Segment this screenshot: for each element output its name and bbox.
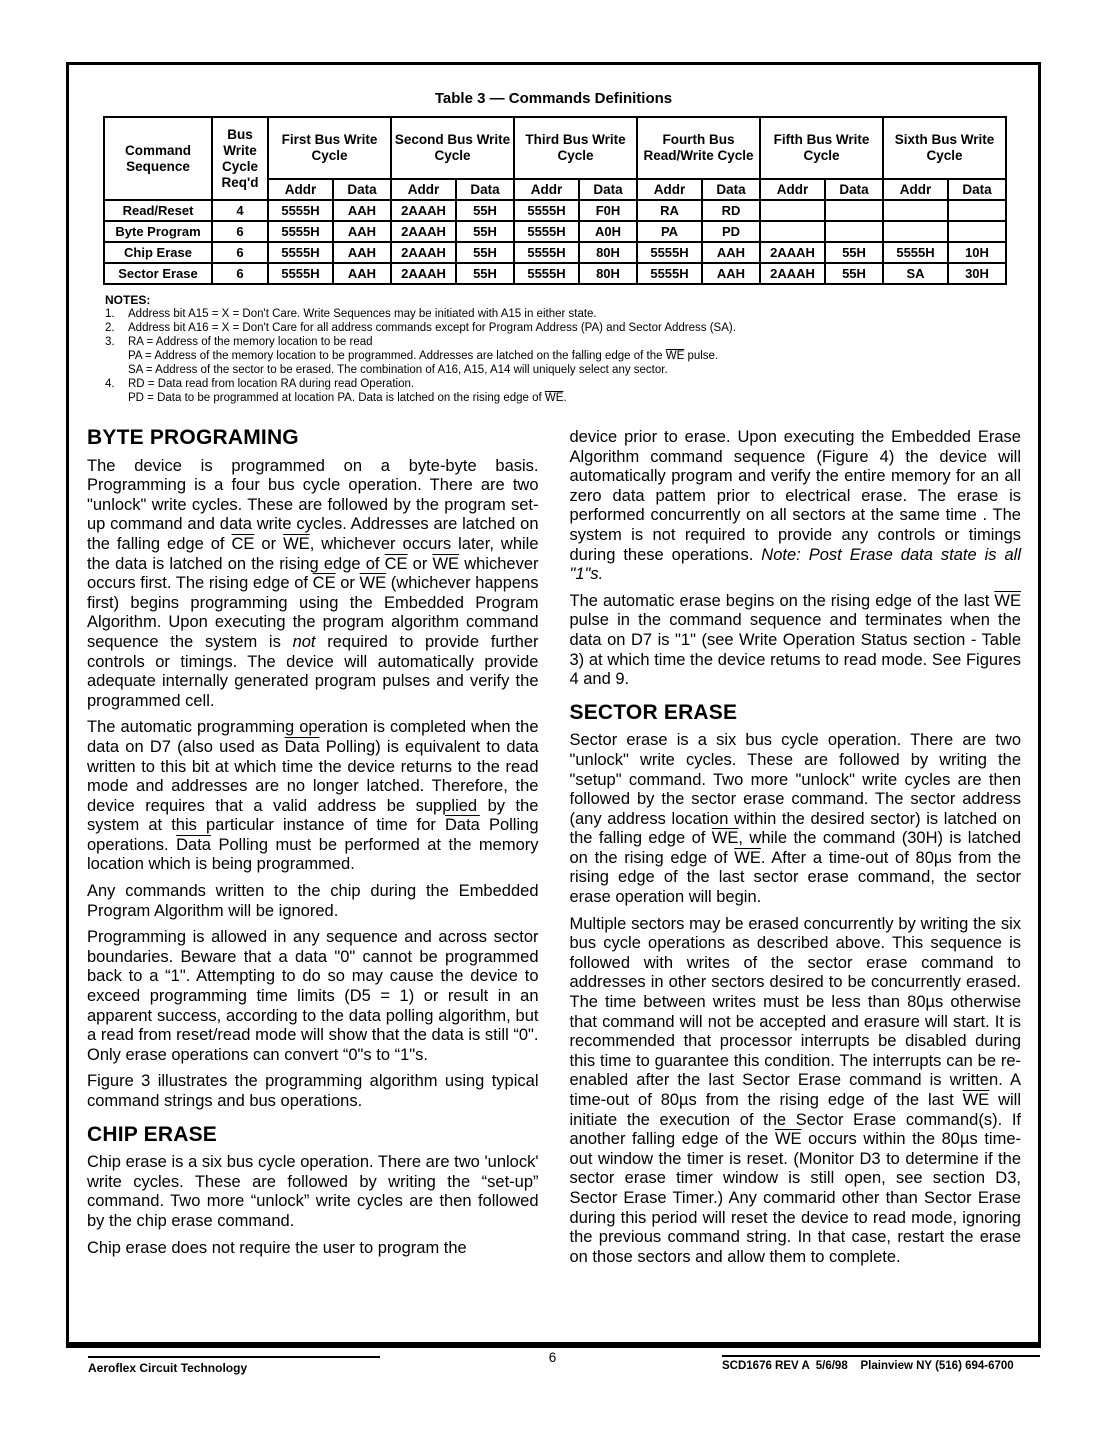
command-name-cell: Byte Program <box>104 221 212 242</box>
note-number <box>105 391 128 405</box>
table-cell: 80H <box>579 263 637 284</box>
table-cell: 5555H <box>268 263 333 284</box>
table-cell: RA <box>637 200 702 221</box>
notes <box>105 293 935 405</box>
table-body <box>104 200 1006 284</box>
table-cell: AAH <box>333 221 391 242</box>
note-text: PD = Data to be programmed at location PA. Data is latched on the rising edge of $\overline{WE}$. <box>128 392 567 404</box>
table-cell <box>883 200 948 221</box>
column-subheader: Data <box>456 179 514 200</box>
table-cell: AAH <box>333 200 391 221</box>
note-line <box>105 349 935 363</box>
table-cell: AAH <box>702 242 760 263</box>
table-cell <box>948 200 1006 221</box>
table-cell: 55H <box>456 200 514 221</box>
note-number <box>105 349 128 363</box>
table-cell: AAH <box>333 242 391 263</box>
table-cell: 5555H <box>637 263 702 284</box>
paragraph: device prior to erase. Upon executing the Embedded Erase Algorithm command sequence (Figure 4) the device will automatically program and verify the entire memory for an all zero data pattem prior to electrical erase. The erase is performed concurrently on all sectors at the same time . The system is not required to provide any controls or timings during these operations. Note: Post Erase data state is all "1"s. <box>569 428 1022 584</box>
note-text: RA = Address of the memory location to be read <box>128 336 373 348</box>
table-cell: 2AAAH <box>391 221 456 242</box>
column-subheader: Addr <box>883 179 948 200</box>
table-cell: RD <box>702 200 760 221</box>
note-number: 3. <box>105 336 115 348</box>
paragraph: The automatic programming operation is completed when the data on D7 (also used as Data Polling) is equivalent to data written to this bit at which time the device returns to the read mode and addresses are no longer latched. Therefore, the device requires that a valid address be supplied by the system at this particular instance of time for Data Polling operations. Data Polling must be performed at the memory location which is being programmed. <box>87 718 539 874</box>
note-number: 4. <box>105 378 115 390</box>
table-cell: PA <box>637 221 702 242</box>
cycles-required-cell: 6 <box>212 221 268 242</box>
table-head <box>104 117 1006 200</box>
overline-signal-name: $\overline{WE}$ <box>994 591 1021 610</box>
column-group-header: Fifth Bus Write Cycle <box>760 117 883 179</box>
paragraph: The automatic erase begins on the rising edge of the last $\overline{WE}$ pulse in the command sequence and terminates when the data on D7 is "1" (see Write Operation Status section - Table 3) at which time the device retums to read mode. See Figures 4 and 9. <box>569 591 1021 689</box>
note-line <box>105 321 935 335</box>
table-cell: A0H <box>579 221 637 242</box>
table-cell: 80H <box>579 242 637 263</box>
table-row <box>104 263 1006 284</box>
overline-signal-name: $\overline{WE}$ <box>432 554 460 573</box>
inline-text-run: Note: Post Erase data state is all "1"s. <box>569 545 1022 584</box>
note-number: 1. <box>105 308 115 320</box>
overline-signal-name: $\overline{CE}$ <box>384 554 408 573</box>
footer-docinfo: SCD1676 REV A 5/6/98 Plainview NY (516) 694-6700 <box>722 1355 1040 1372</box>
overline-signal-name: $\overline{WE}$ <box>283 534 310 553</box>
document-page-frame <box>66 62 1041 1348</box>
overline-signal-name: $\overline{WE}$ <box>711 829 739 848</box>
table-cell: 5555H <box>514 200 579 221</box>
table-cell: 2AAAH <box>391 200 456 221</box>
section-heading: CHIP ERASE <box>87 1122 217 1146</box>
column-subheader: Addr <box>268 179 333 200</box>
table-cell: AAH <box>333 263 391 284</box>
table-row <box>104 242 1006 263</box>
table-cell: AAH <box>702 263 760 284</box>
paragraph: Any commands written to the chip during the Embedded Program Algorithm will be ignored. <box>87 882 539 920</box>
command-name-cell: Sector Erase <box>104 263 212 284</box>
table-cell: 55H <box>456 242 514 263</box>
table-cell: 2AAAH <box>391 242 456 263</box>
note-line <box>105 363 935 377</box>
column-subheader: Data <box>702 179 760 200</box>
cycles-required-cell: 6 <box>212 242 268 263</box>
paragraph: The device is programmed on a byte-byte basis. Programming is a four bus cycle operation. There are two "unlock" write cycles. These are followed by the program set-up command and data write cycles. Addresses are latched on the falling edge of $\overline{CE}$ or $\overline{WE}$, whichever occurs later, while the data is latched on the rising edge of $\overline{CE}$ or $\overline{WE}$ whichever occurs first. The rising edge of $\overline{CE}$ or $\overline{WE}$ (whichever happens first) begins programming using the Embedded Program Algorithm. Upon executing the program algorithm command sequence the system is not required to provide further controls or timings. The device will automatically provide adequate internally generated program pulses and verify the programmed cell. <box>87 456 539 710</box>
table-cell: 5555H <box>514 263 579 284</box>
table-row <box>104 200 1006 221</box>
section-heading: BYTE PROGRAMING <box>87 426 299 449</box>
footer-company: Aeroflex Circuit Technology <box>88 1356 380 1375</box>
column-subheader: Data <box>579 179 637 200</box>
paragraph: Chip erase does not require the user to program the <box>87 1238 467 1257</box>
table-cell: 2AAAH <box>760 263 825 284</box>
table-cell: 30H <box>948 263 1006 284</box>
notes-list <box>105 307 935 405</box>
note-line <box>105 377 935 391</box>
paragraph: Programming is allowed in any sequence and across sector boundaries. Beware that a data "0" cannot be programmed back to a “1". Attempting to do so may cause the device to exceed programming time limits (D5 = 1) or result in an apparent success, according to the data polling algorithm, but a read from reset/read mode will show that the data is still “0". Only erase operations can convert “0"s to “1"s. <box>87 928 539 1064</box>
paragraph: Figure 3 illustrates the programming algorithm using typical command strings and bus operations. <box>87 1072 539 1110</box>
column-subheader: Addr <box>514 179 579 200</box>
table-cell: 55H <box>825 242 883 263</box>
table-cell <box>825 221 883 242</box>
table-cell: 5555H <box>514 242 579 263</box>
note-text: SA = Address of the sector to be erased. The combination of A16, A15, A14 will uniquely select any sector. <box>128 364 668 376</box>
note-number: 2. <box>105 322 115 334</box>
overline-signal-name: Data <box>176 835 211 854</box>
table-cell: 5555H <box>637 242 702 263</box>
table-cell: 5555H <box>883 242 948 263</box>
table-cell: 5555H <box>268 221 333 242</box>
table-cell <box>825 200 883 221</box>
table-cell: 55H <box>456 221 514 242</box>
table-cell: 2AAAH <box>760 242 825 263</box>
overline-signal-name: $\overline{CE}$ <box>312 574 336 593</box>
command-name-cell: Read/Reset <box>104 200 212 221</box>
table-cell: SA <box>883 263 948 284</box>
note-text: PA = Address of the memory location to be programmed. Addresses are latched on the falling edge of the $\overline{WE}$ pulse. <box>128 350 719 362</box>
note-line <box>105 391 935 405</box>
paragraph: Multiple sectors may be erased concurrently by writing the six bus cycle operations as described above. This sequence is followed with writes of the sector erase command to addresses in other sectors desired to be concurrently erased. The time between writes must be less than 80µs otherwise that command will not be accepted and erasure will start. It is recommended that processor interrupts be disabled during this time to guarantee this condition. The interrupts can be re-enabled after the last Sector Erase command is written. A time-out of 80µs from the rising edge of the last $\overline{WE}$ will initiate the execution of the Sector Erase command(s). If another falling edge of the $\overline{WE}$ occurs within the 80µs time-out window the timer is reset. (Monitor D3 to determine if the sector erase timer window is still open, see section D3, Sector Erase Timer.) Any commarid other than Sector Erase during this period will reset the device to read mode, ignoring the previous command string. In that case, restart the erase on those sectors and allow them to complete. <box>569 914 1022 1266</box>
column-subheader: Addr <box>391 179 456 200</box>
section-heading: SECTOR ERASE <box>569 700 738 724</box>
column-header-bus-write-cycles: Bus Write Cycle Req'd <box>212 117 268 200</box>
table-cell: 5555H <box>268 200 333 221</box>
column-subheader: Data <box>825 179 883 200</box>
table-cell <box>883 221 948 242</box>
overline-signal-name: $\overline{WE}$ <box>359 574 387 593</box>
table-cell: 10H <box>948 242 1006 263</box>
column-subheader: Data <box>948 179 1006 200</box>
table-cell: PD <box>702 221 760 242</box>
article-columns <box>87 428 1021 1274</box>
overline-signal-name: $\overline{WE}$ <box>962 1091 990 1109</box>
table-cell: F0H <box>579 200 637 221</box>
column-subheader: Data <box>333 179 391 200</box>
table-cell: 2AAAH <box>391 263 456 284</box>
column-group-header: First Bus Write Cycle <box>268 117 391 179</box>
overline-signal-name: $\overline{CE}$ <box>231 534 255 553</box>
notes-title: NOTES: <box>105 293 151 307</box>
inline-text-run: not <box>292 632 316 651</box>
table-header-row <box>104 117 1006 179</box>
column-subheader: Addr <box>637 179 702 200</box>
table-cell <box>760 221 825 242</box>
paragraph: Sector erase is a six bus cycle operation. There are two "unlock" write cycles. These are followed by writing the "setup" command. Two more "unlock" write cycles are then followed by the sector erase command. The sector address (any address location within the desired sector) is latched on the falling edge of $\overline{WE}$, while the command (30H) is latched on the rising edge of $\overline{WE}$. After a time-out of 80µs from the rising edge of the last sector erase command, the sector erase operation will begin. <box>569 731 1022 907</box>
overline-signal-name: $\overline{WE}$ <box>774 1130 802 1149</box>
column-group-header: Fourth Bus Read/Write Cycle <box>637 117 760 179</box>
overline-signal-name: Data <box>284 737 320 756</box>
note-text: Address bit A16 = X = Don't Care for all address commands except for Program Address (PA) and Sector Address (SA). <box>128 322 736 334</box>
table-cell <box>760 200 825 221</box>
cycles-required-cell: 4 <box>212 200 268 221</box>
table-cell: 55H <box>456 263 514 284</box>
table-cell: 5555H <box>514 221 579 242</box>
overline-signal-name: $\overline{WE}$ <box>544 392 564 404</box>
paragraph: Chip erase is a six bus cycle operation. There are two 'unlock' write cycles. These are followed by writing the “set-up” command. Two more “unlock” write cycles are then followed by the chip erase command. <box>87 1153 539 1230</box>
table-cell: 55H <box>825 263 883 284</box>
command-name-cell: Chip Erase <box>104 242 212 263</box>
column-subheader: Addr <box>760 179 825 200</box>
column-group-header: Second Bus Write Cycle <box>391 117 514 179</box>
overline-signal-name: $\overline{WE}$ <box>734 848 761 867</box>
overline-signal-name: Data <box>445 816 480 835</box>
right-column <box>570 428 1022 1274</box>
overline-signal-name: $\overline{WE}$ <box>665 350 685 362</box>
note-line <box>105 307 935 321</box>
column-header-command-sequence: Command Sequence <box>104 117 212 200</box>
table-cell: 5555H <box>268 242 333 263</box>
page-number: 6 <box>548 1350 557 1365</box>
note-number <box>105 363 128 377</box>
column-group-header: Third Bus Write Cycle <box>514 117 637 179</box>
column-group-header: Sixth Bus Write Cycle <box>883 117 1006 179</box>
cycles-required-cell: 6 <box>212 263 268 284</box>
table-cell <box>948 221 1006 242</box>
note-text: RD = Data read from location RA during read Operation. <box>128 378 415 390</box>
table-row <box>104 221 1006 242</box>
note-line <box>105 335 935 349</box>
left-column <box>87 428 539 1274</box>
note-text: Address bit A15 = X = Don't Care. Write Sequences may be initiated with A15 in either state. <box>128 308 597 320</box>
commands-table <box>103 116 1007 285</box>
table-title: Table 3 — Commands Definitions <box>434 90 673 107</box>
